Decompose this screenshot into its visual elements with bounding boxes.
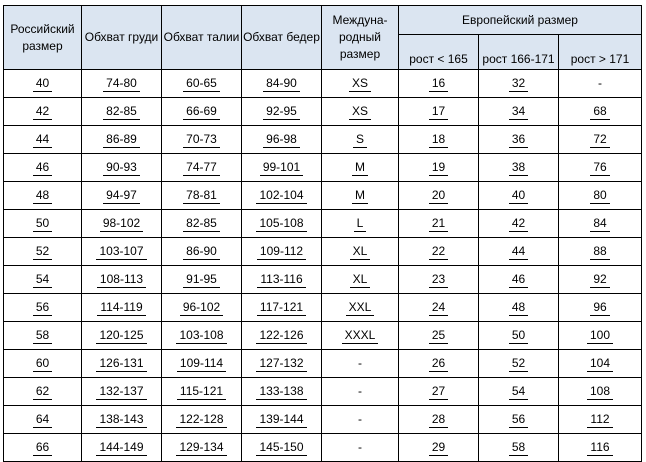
- cell-intl-size: [322, 350, 399, 378]
- cell-euro-lt-165: [399, 434, 479, 462]
- cell-euro-166-171: [479, 154, 559, 182]
- cell-waist: [162, 266, 242, 294]
- cell-value: 27: [429, 384, 448, 400]
- cell-value: 112: [587, 412, 612, 428]
- cell-euro-lt-165: [399, 350, 479, 378]
- cell-value: 138-143: [96, 412, 146, 428]
- cell-euro-gt-171: [559, 70, 642, 98]
- cell-value: 126-131: [96, 356, 146, 372]
- cell-value: 132-137: [96, 384, 146, 400]
- cell-value: XS: [349, 104, 371, 120]
- cell-waist: [162, 70, 242, 98]
- cell-value: 36: [509, 132, 528, 148]
- cell-value: -: [358, 411, 362, 426]
- cell-value: 103-108: [176, 328, 226, 344]
- cell-value: 96-102: [180, 300, 223, 316]
- cell-value: 144-149: [96, 440, 146, 456]
- cell-value: 58: [33, 328, 52, 344]
- cell-value: 108-113: [97, 272, 146, 288]
- cell-intl-size: [322, 322, 399, 350]
- cell-value: 104: [587, 356, 613, 372]
- header-hips: Обхват бедер: [242, 6, 322, 70]
- cell-value: 29: [429, 440, 448, 456]
- cell-value: 38: [509, 160, 528, 176]
- cell-chest: [82, 322, 162, 350]
- cell-value: 145-150: [256, 440, 306, 456]
- cell-value: 42: [33, 104, 52, 120]
- size-table: [3, 5, 642, 462]
- cell-hips: [242, 98, 322, 126]
- cell-value: XXL: [346, 300, 375, 316]
- cell-value: 70-73: [183, 132, 220, 148]
- cell-chest: [82, 70, 162, 98]
- cell-value: 90-93: [103, 160, 140, 176]
- cell-value: 96: [590, 300, 609, 316]
- cell-intl-size: [322, 154, 399, 182]
- cell-hips: [242, 238, 322, 266]
- cell-chest: [82, 210, 162, 238]
- cell-euro-lt-165: [399, 182, 479, 210]
- cell-euro-gt-171: [559, 378, 642, 406]
- cell-euro-gt-171: [559, 322, 642, 350]
- cell-value: 115-121: [177, 384, 226, 400]
- cell-value: 82-85: [183, 216, 220, 232]
- cell-intl-size: [322, 294, 399, 322]
- cell-value: 109-112: [257, 244, 306, 260]
- cell-chest: [82, 350, 162, 378]
- cell-euro-166-171: [479, 406, 559, 434]
- cell-value: 68: [590, 104, 609, 120]
- cell-euro-gt-171: [559, 350, 642, 378]
- cell-euro-166-171: [479, 98, 559, 126]
- cell-ru-size: [4, 294, 82, 322]
- table-row: [4, 322, 642, 350]
- cell-euro-gt-171: [559, 126, 642, 154]
- cell-value: 52: [33, 244, 52, 260]
- table-row: [4, 126, 642, 154]
- cell-value: 108: [587, 384, 613, 400]
- table-row: [4, 434, 642, 462]
- cell-intl-size: [322, 266, 399, 294]
- cell-value: 32: [509, 76, 528, 92]
- cell-value: L: [354, 216, 367, 232]
- cell-value: 50: [509, 328, 528, 344]
- cell-value: 56: [33, 300, 52, 316]
- cell-value: 82-85: [103, 104, 140, 120]
- cell-value: 42: [509, 216, 528, 232]
- cell-value: 98-102: [100, 216, 143, 232]
- header-height-lt-165: рост < 165: [399, 35, 479, 70]
- cell-intl-size: [322, 406, 399, 434]
- cell-waist: [162, 294, 242, 322]
- cell-intl-size: [322, 434, 399, 462]
- cell-chest: [82, 126, 162, 154]
- cell-value: 78-81: [183, 188, 220, 204]
- cell-euro-lt-165: [399, 322, 479, 350]
- cell-hips: [242, 350, 322, 378]
- cell-euro-166-171: [479, 126, 559, 154]
- cell-value: S: [353, 132, 367, 148]
- table-row: [4, 210, 642, 238]
- table-row: [4, 238, 642, 266]
- cell-value: 64: [33, 412, 52, 428]
- cell-value: 114-119: [97, 300, 145, 316]
- cell-value: 21: [429, 216, 448, 232]
- cell-intl-size: [322, 238, 399, 266]
- cell-euro-166-171: [479, 322, 559, 350]
- cell-euro-gt-171: [559, 266, 642, 294]
- cell-euro-166-171: [479, 294, 559, 322]
- cell-euro-166-171: [479, 210, 559, 238]
- cell-value: 122-126: [256, 328, 306, 344]
- cell-value: 26: [429, 356, 448, 372]
- cell-intl-size: [322, 98, 399, 126]
- cell-value: 122-128: [176, 412, 226, 428]
- cell-value: 105-108: [256, 216, 306, 232]
- cell-value: 60: [33, 356, 52, 372]
- cell-ru-size: [4, 154, 82, 182]
- cell-value: 48: [509, 300, 528, 316]
- cell-value: 91-95: [183, 272, 220, 288]
- cell-euro-lt-165: [399, 294, 479, 322]
- cell-euro-lt-165: [399, 238, 479, 266]
- header-waist: Обхват талии: [162, 6, 242, 70]
- cell-euro-gt-171: [559, 182, 642, 210]
- cell-value: 102-104: [256, 188, 306, 204]
- table-row: [4, 350, 642, 378]
- cell-ru-size: [4, 238, 82, 266]
- cell-value: 62: [33, 384, 52, 400]
- cell-value: 46: [33, 160, 52, 176]
- cell-value: 40: [33, 76, 52, 92]
- table-body: [4, 70, 642, 462]
- cell-value: 88: [590, 244, 609, 260]
- cell-hips: [242, 154, 322, 182]
- cell-ru-size: [4, 98, 82, 126]
- header-intl-size: Междуна-родный размер: [322, 6, 399, 70]
- header-height-166-171: рост 166-171: [479, 35, 559, 70]
- cell-value: 24: [429, 300, 448, 316]
- table-row: [4, 378, 642, 406]
- cell-value: XXXL: [342, 328, 379, 344]
- table-row: [4, 70, 642, 98]
- cell-euro-166-171: [479, 350, 559, 378]
- cell-chest: [82, 98, 162, 126]
- cell-ru-size: [4, 434, 82, 462]
- cell-euro-166-171: [479, 70, 559, 98]
- cell-euro-gt-171: [559, 406, 642, 434]
- table-row: [4, 406, 642, 434]
- table-header: [4, 6, 642, 70]
- cell-value: XL: [350, 244, 371, 260]
- cell-value: -: [358, 439, 362, 454]
- cell-value: 46: [509, 272, 528, 288]
- cell-value: 48: [33, 188, 52, 204]
- cell-waist: [162, 406, 242, 434]
- cell-value: 72: [590, 132, 609, 148]
- cell-value: 50: [33, 216, 52, 232]
- cell-value: 60-65: [183, 76, 220, 92]
- cell-value: -: [358, 355, 362, 370]
- cell-value: 54: [509, 384, 528, 400]
- cell-waist: [162, 210, 242, 238]
- cell-value: 76: [590, 160, 609, 176]
- cell-value: 66-69: [183, 104, 220, 120]
- cell-ru-size: [4, 406, 82, 434]
- cell-chest: [82, 294, 162, 322]
- cell-intl-size: [322, 70, 399, 98]
- cell-value: 16: [429, 76, 448, 92]
- cell-euro-lt-165: [399, 70, 479, 98]
- cell-value: M: [352, 160, 368, 176]
- cell-value: 22: [429, 244, 448, 260]
- cell-value: XL: [350, 272, 371, 288]
- cell-waist: [162, 238, 242, 266]
- cell-hips: [242, 434, 322, 462]
- cell-waist: [162, 126, 242, 154]
- cell-value: -: [358, 383, 362, 398]
- cell-chest: [82, 378, 162, 406]
- cell-intl-size: [322, 182, 399, 210]
- cell-waist: [162, 378, 242, 406]
- cell-value: 127-132: [256, 356, 306, 372]
- cell-value: 84-90: [263, 76, 300, 92]
- cell-value: 84: [590, 216, 609, 232]
- cell-hips: [242, 294, 322, 322]
- header-chest: Обхват груди: [82, 6, 162, 70]
- cell-value: 100: [587, 328, 613, 344]
- cell-waist: [162, 322, 242, 350]
- cell-euro-gt-171: [559, 238, 642, 266]
- cell-ru-size: [4, 378, 82, 406]
- cell-value: 139-144: [256, 412, 306, 428]
- header-height-gt-171: рост > 171: [559, 35, 642, 70]
- cell-chest: [82, 406, 162, 434]
- cell-value: 54: [33, 272, 52, 288]
- cell-euro-lt-165: [399, 126, 479, 154]
- table-row: [4, 154, 642, 182]
- cell-euro-166-171: [479, 266, 559, 294]
- header-euro-size: Европейский размер: [399, 6, 642, 35]
- cell-euro-gt-171: [559, 434, 642, 462]
- cell-value: 116: [587, 440, 612, 456]
- cell-chest: [82, 182, 162, 210]
- cell-value: 19: [429, 160, 448, 176]
- cell-waist: [162, 434, 242, 462]
- cell-hips: [242, 210, 322, 238]
- cell-chest: [82, 266, 162, 294]
- cell-value: 56: [509, 412, 528, 428]
- cell-value: 52: [509, 356, 528, 372]
- cell-hips: [242, 70, 322, 98]
- header-ru-size: Российский размер: [4, 6, 82, 70]
- cell-hips: [242, 182, 322, 210]
- cell-hips: [242, 406, 322, 434]
- cell-value: 94-97: [103, 188, 140, 204]
- cell-waist: [162, 154, 242, 182]
- cell-value: 44: [33, 132, 52, 148]
- cell-value: 117-121: [257, 300, 306, 316]
- cell-ru-size: [4, 322, 82, 350]
- cell-chest: [82, 434, 162, 462]
- cell-euro-gt-171: [559, 294, 642, 322]
- cell-ru-size: [4, 126, 82, 154]
- cell-euro-lt-165: [399, 210, 479, 238]
- cell-value: 80: [590, 188, 609, 204]
- cell-value: 133-138: [256, 384, 306, 400]
- cell-euro-lt-165: [399, 98, 479, 126]
- cell-ru-size: [4, 210, 82, 238]
- cell-value: 99-101: [260, 160, 303, 176]
- cell-euro-lt-165: [399, 406, 479, 434]
- cell-waist: [162, 182, 242, 210]
- cell-hips: [242, 378, 322, 406]
- cell-ru-size: [4, 70, 82, 98]
- cell-value: 34: [509, 104, 528, 120]
- cell-value: 18: [429, 132, 448, 148]
- cell-value: 66: [33, 440, 52, 456]
- cell-value: 28: [429, 412, 448, 428]
- cell-euro-lt-165: [399, 378, 479, 406]
- table-row: [4, 266, 642, 294]
- cell-value: 74-77: [183, 160, 220, 176]
- cell-hips: [242, 322, 322, 350]
- cell-value: 74-80: [103, 76, 140, 92]
- cell-value: 86-89: [103, 132, 140, 148]
- cell-waist: [162, 98, 242, 126]
- cell-intl-size: [322, 378, 399, 406]
- cell-value: 23: [429, 272, 448, 288]
- cell-value: 120-125: [96, 328, 146, 344]
- cell-value: 58: [509, 440, 528, 456]
- cell-value: XS: [349, 76, 371, 92]
- cell-intl-size: [322, 126, 399, 154]
- cell-euro-166-171: [479, 238, 559, 266]
- cell-value: 109-114: [177, 356, 226, 372]
- cell-value: 20: [429, 188, 448, 204]
- cell-ru-size: [4, 350, 82, 378]
- cell-euro-166-171: [479, 182, 559, 210]
- cell-value: 92: [590, 272, 609, 288]
- cell-value: 103-107: [96, 244, 146, 260]
- cell-value: 40: [509, 188, 528, 204]
- cell-value: 96-98: [263, 132, 300, 148]
- cell-value: 25: [429, 328, 448, 344]
- cell-value: 113-116: [257, 272, 305, 288]
- cell-value: 92-95: [263, 104, 300, 120]
- cell-euro-gt-171: [559, 154, 642, 182]
- cell-euro-gt-171: [559, 98, 642, 126]
- cell-value: 129-134: [176, 440, 226, 456]
- table-row: [4, 182, 642, 210]
- cell-value: M: [352, 188, 368, 204]
- cell-hips: [242, 126, 322, 154]
- cell-value: 17: [429, 104, 448, 120]
- cell-chest: [82, 238, 162, 266]
- cell-euro-lt-165: [399, 266, 479, 294]
- cell-value: 86-90: [183, 244, 220, 260]
- cell-euro-gt-171: [559, 210, 642, 238]
- cell-ru-size: [4, 182, 82, 210]
- table-row: [4, 98, 642, 126]
- cell-euro-166-171: [479, 378, 559, 406]
- cell-hips: [242, 266, 322, 294]
- cell-euro-lt-165: [399, 154, 479, 182]
- cell-value: 44: [509, 244, 528, 260]
- cell-ru-size: [4, 266, 82, 294]
- cell-value: -: [598, 75, 602, 90]
- cell-euro-166-171: [479, 434, 559, 462]
- cell-intl-size: [322, 210, 399, 238]
- cell-chest: [82, 154, 162, 182]
- table-row: [4, 294, 642, 322]
- cell-waist: [162, 350, 242, 378]
